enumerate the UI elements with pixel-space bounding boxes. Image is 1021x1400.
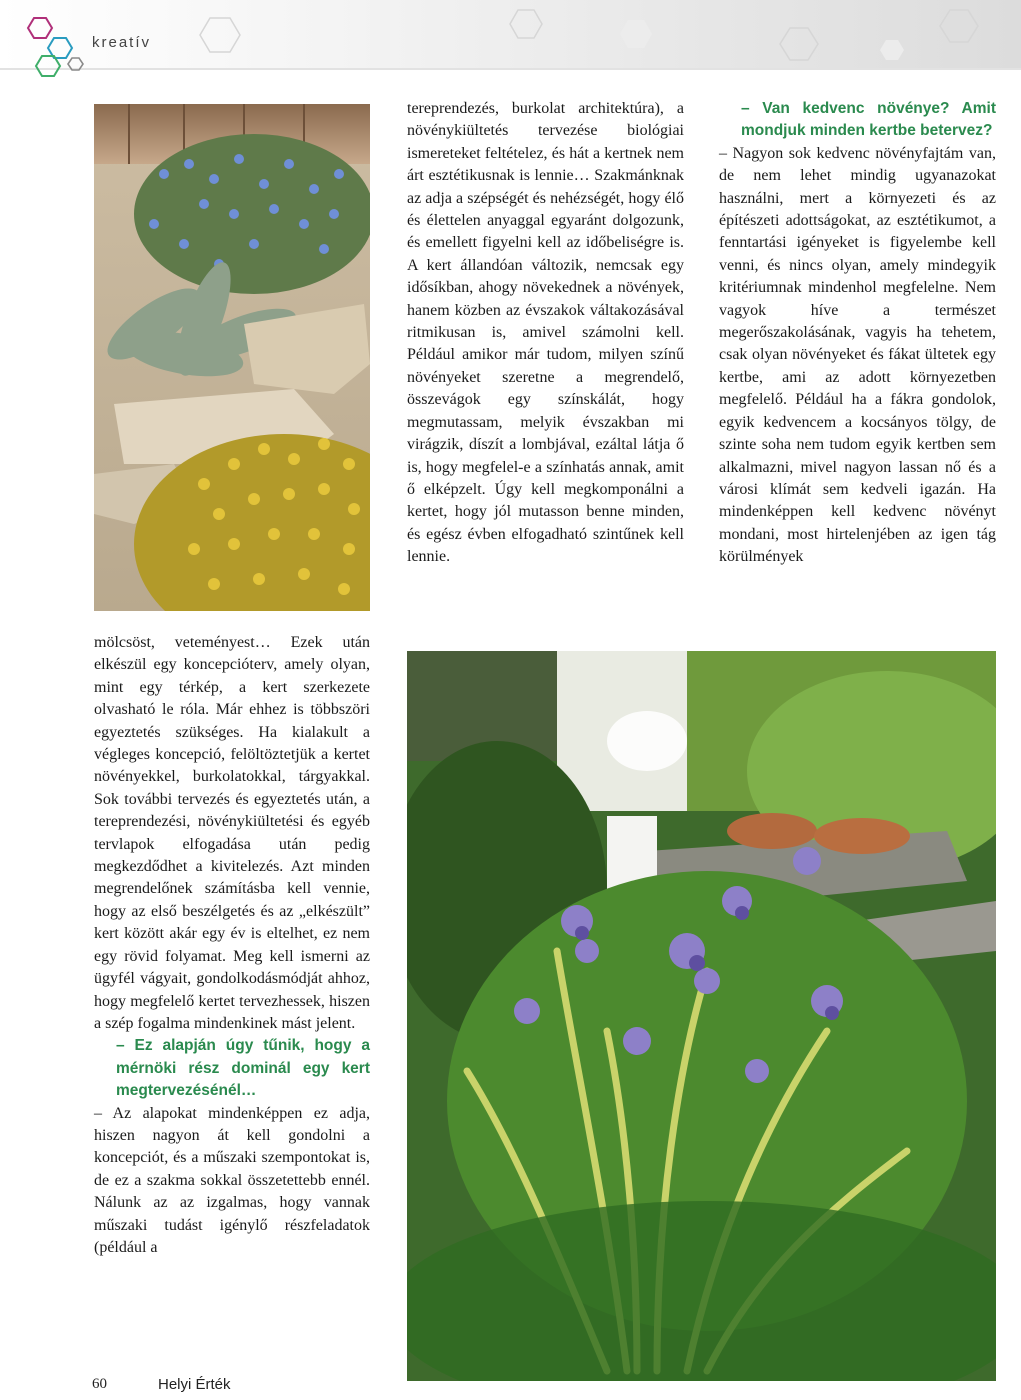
interview-question: – Ez alapján úgy tűnik, hogy a mérnöki rész dominál egy kert megtervezésénél… xyxy=(116,1037,370,1100)
interview-answer: – Az alapokat mindenképpen ez adja, hiszen nagyon át kell gondolni a koncepciót, és a műszaki szempontokat is, de ez a szakma sokkal összetettebb ennél. Nálunk az az izgalmas, hogy vannak műszaki tudást igénylő részfeladatok (például a xyxy=(94,1104,370,1256)
hexagon-logo-icon xyxy=(22,12,92,82)
middle-column xyxy=(407,98,684,569)
rock-garden-photo xyxy=(94,104,370,611)
section-label: kreatív xyxy=(92,34,152,51)
iris-terrace-photo xyxy=(407,651,996,1381)
left-column-text: mölcsöst, veteményest… Ezek után elkészül egy koncepcióterv, amely olyan, mint egy térkép, a kert szerkezete olvasható le róla. Már ehhez is többszöri egyeztetés szükséges. Ha kialakult a végleges koncepció, felöltöztetjük a kertet növényekkel, burkolatokkal, tárgyakkal. Sok további tervezés és egyeztetés után, a tereprendezési, növénykiültetési és egyéb tervlapok elfogadása után pedig megkezdődhet a kivitelezés. Azt minden megrendelőnek számításba kell vennie, hogy az első beszélgetés és az „elkészült” kert között akár egy év is eltelhet, ez nem egy rövid folyamat. Meg kell ismerni az ügyfél vágyait, gondolkodásmódját ahhoz, hogy megfelelő kertet tervezhessek, hiszen a szép fogalma mindenkinek mást jelent. xyxy=(94,634,370,1032)
left-column xyxy=(94,632,370,1259)
right-column xyxy=(719,98,996,569)
page-number: 60 xyxy=(92,1376,107,1392)
page-footer xyxy=(92,1376,231,1393)
publication-name: Helyi Érték xyxy=(158,1376,231,1393)
header-divider xyxy=(0,68,1021,70)
interview-answer: – Nagyon sok kedvenc növényfajtám van, de nem lehet mindig ugyanazokat használni, mert a környezeti és az építészeti adottságokat, az esztétikumot, a fenntartási igényeket is figyelembe kell venni, és nincs olyan, amely mindegyik kritériumnak mindenhol megfelelne. Nem vagyok híve a természet megerőszakolásának, vagyis ha tehetem, csak olyan növényeket és fákat ültetek egy kertbe, ami az adott környezetben megfelelő. Például ha a fákra gondolok, egyik kedvencem a kocsányos tölgy, de szinte soha nem tudom egyik kertben sem alkalmazni, mivel nagyon lassan nő és a városi klímát sem kedveli igazán. Ha mindenképpen kell kedvenc növényt mondani, most hirtelenjében az igen tág körülmények xyxy=(719,144,996,566)
interview-question: – Van kedvenc növénye? Amit mondjuk minden kertbe betervez? xyxy=(741,100,996,140)
middle-column-text: tereprendezés, burkolat architektúra), a növénykiültetés tervezése biológiai ismereteket feltételez, és hát a kertnek nem árt esztétikusnak is lennie… Szakmánknak az adja a szépségét és nehézségét, hogy élő és élettelen anyaggal egyaránt dolgozunk, és emellett figyelni kell az időbeliségre is. A kert állandóan változik, nemcsak egy idősíkban, ahogy növekednek a növények, hanem közben az évszakok váltakozásával ritmikusan is, amivel számolni kell. Például amikor már tudom, milyen színű növényeket szeretne a megrendelő, összevágok egy színskálát, hogy megmutassam, melyik évszakban mi virágzik, díszít a lombjával, ezáltal látja ő is, hogy megfelel-e a színhatás annak, amit ő elképzelt. Úgy kell megkomponálni a kertet, hogy jól mutasson benne minden, és egész évben elfogadható szintűnek kell lennie. xyxy=(407,100,684,566)
hexagon-pattern-decoration xyxy=(180,4,1020,66)
